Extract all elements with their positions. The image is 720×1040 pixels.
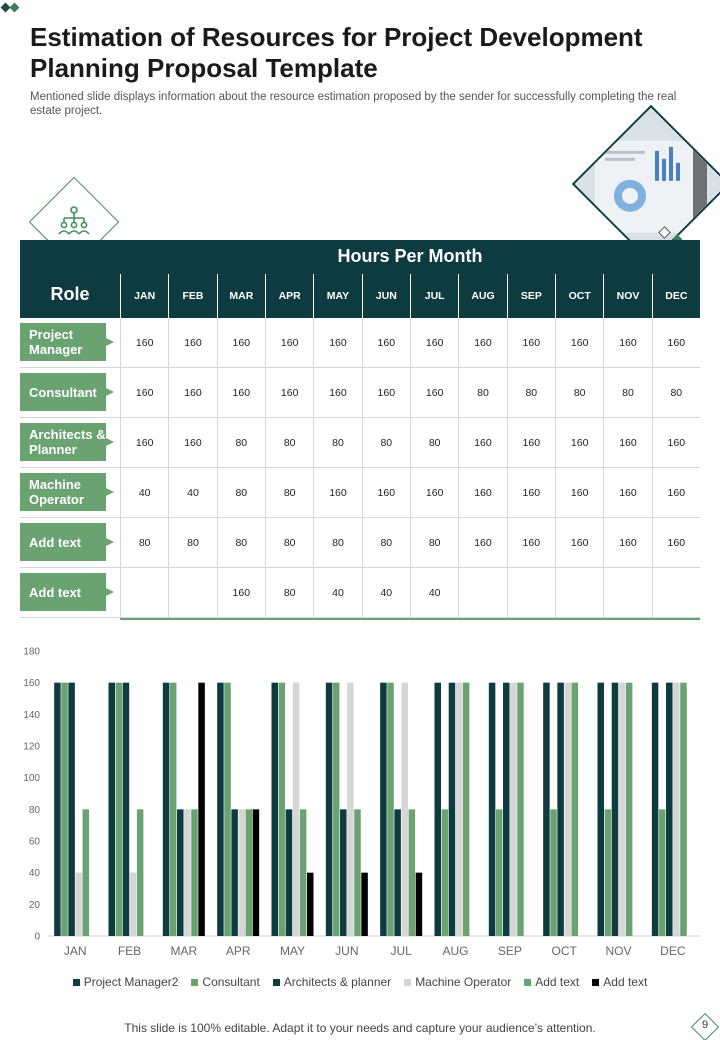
table-cell: 80 xyxy=(458,368,506,418)
bar xyxy=(401,683,408,936)
legend-swatch xyxy=(524,979,531,986)
month-header: JUL xyxy=(410,274,458,318)
table-cell: 160 xyxy=(507,518,555,568)
y-tick-label: 100 xyxy=(23,773,40,785)
row-label: Add text xyxy=(20,573,106,611)
bar xyxy=(605,809,612,936)
table-cell: 80 xyxy=(217,418,265,468)
bar xyxy=(198,683,205,936)
legend-item xyxy=(273,975,391,989)
y-tick-label: 140 xyxy=(23,709,40,721)
table-row xyxy=(20,568,700,618)
legend-label: Machine Operator xyxy=(415,975,512,989)
table-cell: 80 xyxy=(217,468,265,518)
bar xyxy=(416,873,423,936)
bar xyxy=(307,873,314,936)
footer-note: This slide is 100% editable. Adapt it to your needs and capture your audience’s attention. xyxy=(124,1021,596,1035)
bar xyxy=(659,809,666,936)
legend-swatch xyxy=(592,979,599,986)
table-cell xyxy=(652,568,700,618)
table-cell xyxy=(507,568,555,618)
table-cell: 160 xyxy=(362,468,410,518)
table-cell xyxy=(168,568,216,618)
table-cell: 40 xyxy=(410,568,458,618)
page-subtitle: Mentioned slide displays information about the resource estimation proposed by the sender for successfully completing the real estate project. xyxy=(30,91,677,117)
table-cell: 80 xyxy=(265,518,313,568)
table-cell: 160 xyxy=(313,318,361,368)
legend-label: Architects & planner xyxy=(283,975,392,989)
table-cell: 160 xyxy=(458,518,506,568)
month-header: APR xyxy=(265,274,313,318)
month-header: MAR xyxy=(217,274,265,318)
bar xyxy=(75,873,82,936)
bar xyxy=(54,683,61,936)
bar xyxy=(619,683,626,936)
bar xyxy=(517,683,524,936)
row-label: Architects & Planner xyxy=(20,423,106,461)
table-cell: 160 xyxy=(603,518,651,568)
table-cell: 40 xyxy=(362,568,410,618)
table-row xyxy=(20,468,700,518)
legend-item xyxy=(404,975,511,989)
bar xyxy=(246,809,253,936)
bar xyxy=(177,809,184,936)
row-label: Machine Operator xyxy=(20,473,106,511)
bar xyxy=(130,873,137,936)
month-header: MAY xyxy=(313,274,361,318)
bar xyxy=(673,683,680,936)
table-row xyxy=(20,418,700,468)
bar xyxy=(598,683,605,936)
legend-label: Add text xyxy=(535,975,580,989)
bar xyxy=(510,683,516,936)
table-cell: 160 xyxy=(507,418,555,468)
x-tick-label: MAY xyxy=(279,944,306,958)
table-row xyxy=(20,318,700,368)
role-heading: Role xyxy=(50,284,90,304)
y-tick-label: 160 xyxy=(23,678,40,690)
y-tick-label: 80 xyxy=(28,804,40,816)
bar xyxy=(184,809,191,936)
table-cell: 160 xyxy=(168,418,216,468)
table-cell: 80 xyxy=(555,368,603,418)
bar xyxy=(380,683,387,936)
legend-label: Project Manager2 xyxy=(83,975,179,989)
bar xyxy=(293,683,300,936)
table-cell: 160 xyxy=(217,318,265,368)
bar xyxy=(550,809,557,936)
bar xyxy=(442,809,449,936)
table-cell: 160 xyxy=(362,318,410,368)
bar xyxy=(489,683,496,936)
table-cell: 160 xyxy=(603,418,651,468)
table-cell: 80 xyxy=(313,518,361,568)
bar xyxy=(231,809,238,936)
row-label: Project Manager xyxy=(20,323,106,361)
table-cell: 80 xyxy=(507,368,555,418)
table-cell: 160 xyxy=(458,318,506,368)
table-cell: 160 xyxy=(120,368,168,418)
bar xyxy=(503,683,510,936)
table-cell: 80 xyxy=(362,418,410,468)
table-cell xyxy=(555,568,603,618)
table-cell: 160 xyxy=(458,468,506,518)
table-row xyxy=(20,518,700,568)
table-cell: 160 xyxy=(507,318,555,368)
x-tick-label: OCT xyxy=(551,944,577,958)
bar xyxy=(61,683,67,936)
bar xyxy=(361,873,368,936)
bar xyxy=(326,683,333,936)
table-cell: 160 xyxy=(265,318,313,368)
bar xyxy=(238,809,245,936)
bar xyxy=(543,683,550,936)
x-tick-label: JAN xyxy=(63,944,87,958)
table-cell: 160 xyxy=(168,318,216,368)
x-tick-label: APR xyxy=(225,944,251,958)
legend-label: Add text xyxy=(603,975,648,989)
bar xyxy=(333,683,340,936)
legend-item xyxy=(592,975,647,989)
table-cell: 160 xyxy=(120,318,168,368)
x-tick-label: SEP xyxy=(497,944,522,958)
bar xyxy=(340,809,347,936)
x-tick-label: JUL xyxy=(390,944,412,958)
bar xyxy=(217,683,224,936)
table-cell: 160 xyxy=(410,318,458,368)
month-header: JUN xyxy=(362,274,410,318)
table-cell: 40 xyxy=(313,568,361,618)
table-cell: 40 xyxy=(168,468,216,518)
page-number: 9 xyxy=(701,1019,709,1031)
y-tick-label: 180 xyxy=(23,646,40,658)
month-header: NOV xyxy=(603,274,651,318)
month-header: FEB xyxy=(168,274,216,318)
legend-swatch xyxy=(73,979,80,986)
x-tick-label: FEB xyxy=(117,944,142,958)
page-number-badge xyxy=(692,1014,718,1040)
bar xyxy=(253,809,260,936)
month-header: DEC xyxy=(652,274,700,318)
table-cell: 160 xyxy=(652,418,700,468)
bar xyxy=(456,683,463,936)
bar xyxy=(435,683,442,936)
bar xyxy=(272,683,279,936)
page-title: Estimation of Resources for Project Development Planning Proposal Template xyxy=(30,22,643,83)
table-header xyxy=(20,240,700,318)
table-cell: 160 xyxy=(652,518,700,568)
bar xyxy=(612,683,619,936)
bar xyxy=(163,683,170,936)
month-header: JAN xyxy=(120,274,168,318)
bar xyxy=(387,683,394,936)
legend-swatch xyxy=(404,979,411,986)
table-cell: 160 xyxy=(603,318,651,368)
bar xyxy=(224,683,231,936)
legend-swatch xyxy=(273,979,280,986)
bar xyxy=(557,683,564,936)
table-cell: 80 xyxy=(410,418,458,468)
table-cell: 80 xyxy=(265,568,313,618)
table-cell xyxy=(120,568,168,618)
bar xyxy=(68,683,75,936)
table-bottom-rule xyxy=(120,618,700,620)
table-cell: 160 xyxy=(603,468,651,518)
table-cell: 160 xyxy=(362,368,410,418)
legend-label: Consultant xyxy=(202,975,260,989)
y-tick-label: 60 xyxy=(28,836,40,848)
table-row xyxy=(20,368,700,418)
table-cell: 160 xyxy=(313,468,361,518)
table-cell: 160 xyxy=(555,468,603,518)
table-cell: 80 xyxy=(603,368,651,418)
table-cell: 160 xyxy=(217,368,265,418)
month-header: OCT xyxy=(555,274,603,318)
x-tick-label: MAR xyxy=(170,944,198,958)
table-cell: 80 xyxy=(362,518,410,568)
table-cell: 160 xyxy=(555,518,603,568)
bar xyxy=(300,809,307,936)
month-header: SEP xyxy=(507,274,555,318)
table-cell: 160 xyxy=(410,368,458,418)
table-cell: 160 xyxy=(217,568,265,618)
hierarchy-icon xyxy=(56,204,92,240)
table-cell: 160 xyxy=(313,368,361,418)
bar xyxy=(572,683,579,936)
y-tick-label: 0 xyxy=(34,931,40,943)
table-cell: 80 xyxy=(410,518,458,568)
x-tick-label: AUG xyxy=(442,944,469,958)
row-label: Consultant xyxy=(20,373,106,411)
bar xyxy=(394,809,401,936)
table-cell: 160 xyxy=(168,368,216,418)
bar xyxy=(409,809,416,936)
bar xyxy=(680,683,687,936)
table-cell: 80 xyxy=(265,468,313,518)
bar xyxy=(109,683,116,936)
bar xyxy=(652,683,659,936)
table-cell: 160 xyxy=(265,368,313,418)
bar xyxy=(496,809,503,936)
resource-table xyxy=(20,240,700,620)
bar xyxy=(354,809,361,936)
table-cell: 160 xyxy=(507,468,555,518)
legend-swatch xyxy=(191,979,198,986)
bar xyxy=(626,683,633,936)
bar xyxy=(286,809,293,936)
row-label: Add text xyxy=(20,523,106,561)
bar xyxy=(564,683,571,936)
bar xyxy=(116,683,123,936)
table-cell: 80 xyxy=(168,518,216,568)
bar xyxy=(279,683,286,936)
bar xyxy=(449,683,456,936)
hours-per-month-heading: Hours Per Month xyxy=(337,246,483,266)
legend-item xyxy=(524,975,579,989)
bar xyxy=(170,683,177,936)
table-cell: 80 xyxy=(313,418,361,468)
corner-decoration xyxy=(2,4,18,11)
table-cell xyxy=(603,568,651,618)
table-cell: 80 xyxy=(652,368,700,418)
table-cell: 80 xyxy=(120,518,168,568)
table-cell: 40 xyxy=(120,468,168,518)
bar xyxy=(347,683,354,936)
y-tick-label: 40 xyxy=(28,868,40,880)
table-cell: 80 xyxy=(265,418,313,468)
month-header: AUG xyxy=(458,274,506,318)
table-cell: 160 xyxy=(120,418,168,468)
table-cell: 160 xyxy=(652,468,700,518)
resource-bar-chart xyxy=(0,640,720,1000)
bar xyxy=(137,809,144,936)
table-cell: 160 xyxy=(410,468,458,518)
bar xyxy=(191,809,198,936)
x-tick-label: DEC xyxy=(660,944,686,958)
legend-item xyxy=(73,975,179,989)
bar xyxy=(666,683,673,936)
bar xyxy=(83,809,90,936)
table-cell: 80 xyxy=(217,518,265,568)
bar xyxy=(123,683,130,936)
y-tick-label: 20 xyxy=(28,899,40,911)
x-tick-label: NOV xyxy=(605,944,632,958)
table-cell xyxy=(458,568,506,618)
table-cell: 160 xyxy=(555,318,603,368)
x-tick-label: JUN xyxy=(335,944,359,958)
chart-legend xyxy=(0,975,720,989)
table-cell: 160 xyxy=(652,318,700,368)
y-tick-label: 120 xyxy=(23,741,40,753)
legend-item xyxy=(191,975,259,989)
diamond-icon xyxy=(10,3,20,13)
table-cell: 160 xyxy=(555,418,603,468)
bar xyxy=(463,683,470,936)
table-cell: 160 xyxy=(458,418,506,468)
